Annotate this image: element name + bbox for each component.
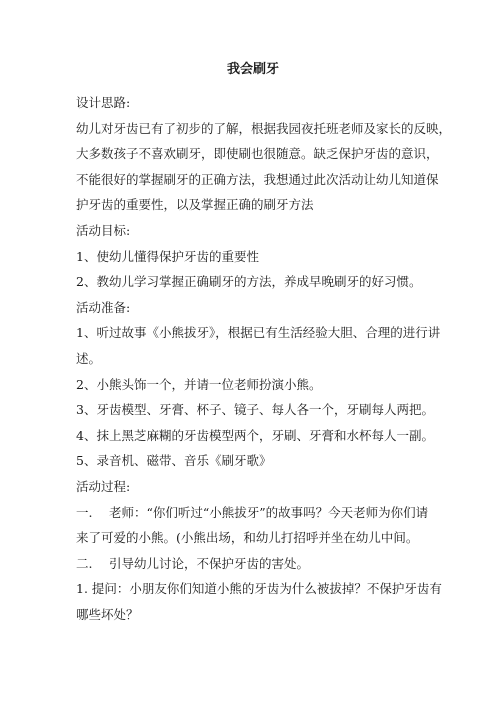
- document-title: 我会刷牙: [226, 62, 279, 77]
- list-item: 5、录音机、磁带、音乐《刷牙歌》: [76, 453, 272, 469]
- document-body: [76, 90, 452, 627]
- list-item: 一. 老师：“你们听过“小熊拔牙”的故事吗？今天老师为你们请: [76, 504, 429, 520]
- list-item: 1、使幼儿懂得保护牙齿的重要性: [76, 248, 259, 264]
- section-heading-process: 活动过程:: [76, 478, 131, 494]
- list-item: 4、抹上黑芝麻糊的牙齿模型两个，牙刷、牙膏和水杯每人一副。: [76, 427, 434, 443]
- paragraph-line: 不能很好的掌握刷牙的正确方法，我想通过此次活动让幼儿知道保: [76, 171, 439, 187]
- list-item: 1. 提问：小朋友你们知道小熊的牙齿为什么被拔掉？不保护牙齿有: [76, 581, 442, 597]
- paragraph-line: 护牙齿的重要性，以及掌握正确的刷牙方法: [76, 197, 314, 213]
- paragraph-line: 幼儿对牙齿已有了初步的了解，根据我园夜托班老师及家长的反映，: [76, 120, 452, 136]
- list-item: 二. 引导幼儿讨论，不保护牙齿的害处。: [76, 555, 309, 571]
- list-item: 2、教幼儿学习掌握正确刷牙的方法，养成早晚刷牙的好习惯。: [76, 274, 422, 290]
- list-item: 3、牙齿模型、牙膏、杯子、镜子、每人各一个，牙刷每人两把。: [76, 402, 434, 418]
- list-item-continuation: 哪些坏处？: [76, 606, 139, 622]
- section-heading-design: 设计思路:: [76, 95, 131, 110]
- section-heading-goals: 活动目标:: [76, 222, 131, 238]
- list-item: 1、听过故事《小熊拔牙》，根据已有生活经验大胆、合理的进行讲: [76, 325, 441, 341]
- list-item-continuation: 来了可爱的小熊。(小熊出场，和幼儿打招呼并坐在幼儿中间。: [76, 530, 419, 546]
- list-item-continuation: 述。: [76, 350, 102, 366]
- paragraph-line: 大多数孩子不喜欢刷牙，即使刷也很随意。缺乏保护牙齿的意识，: [76, 146, 439, 162]
- section-heading-preparation: 活动准备:: [76, 299, 131, 315]
- list-item: 2、小熊头饰一个，并请一位老师扮演小熊。: [76, 376, 322, 392]
